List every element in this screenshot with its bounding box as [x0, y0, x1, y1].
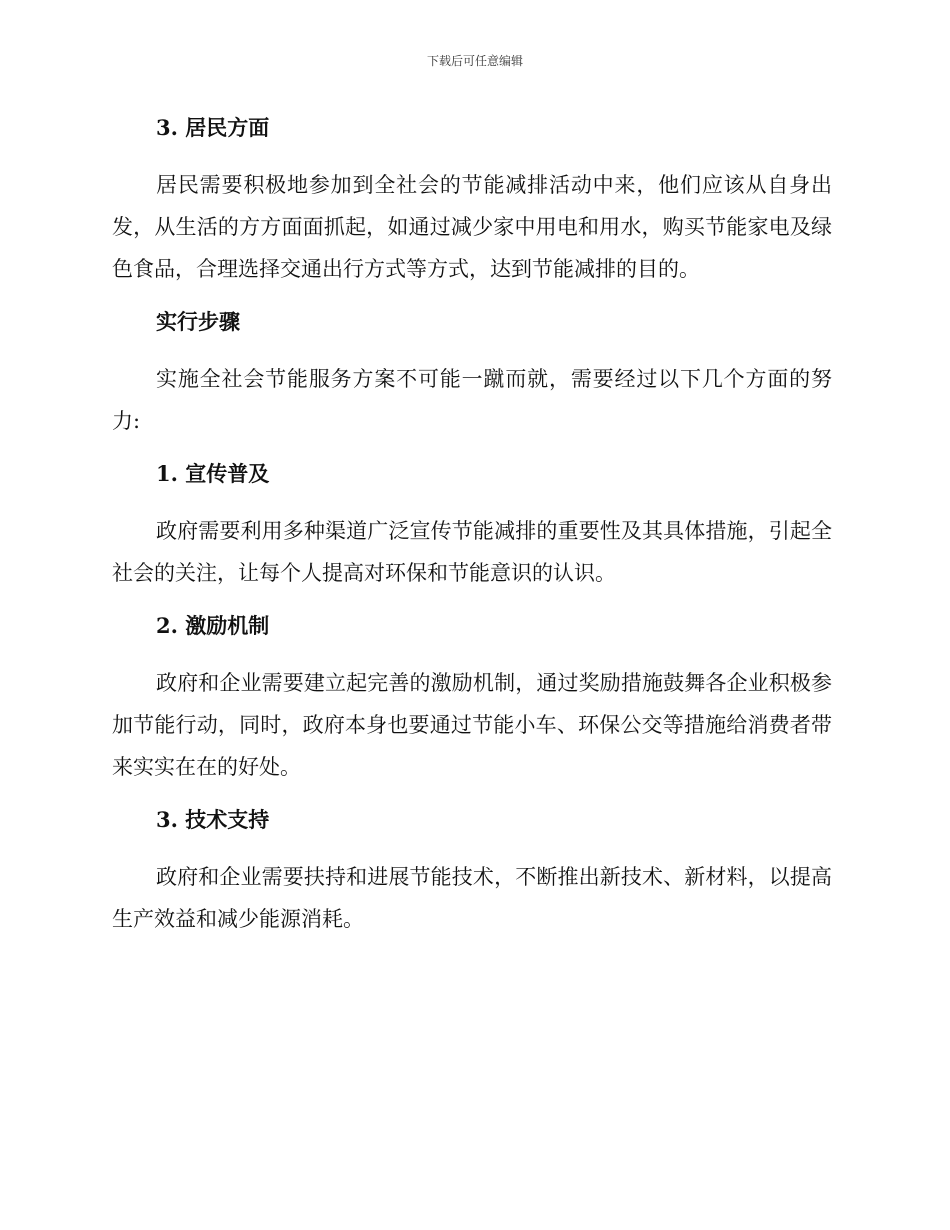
section-heading-residents: 3. 居民方面 [156, 115, 270, 140]
paragraph-publicity: 政府需要利用多种渠道广泛宣传节能减排的重要性及其具体措施，引起全社会的关注，让每个人提高对环保和节能意识的认识。 [112, 519, 832, 585]
section-heading-incentives: 2. 激励机制 [156, 613, 270, 638]
section-heading-publicity: 1. 宣传普及 [156, 461, 270, 486]
document-body [112, 108, 832, 952]
paragraph-incentives: 政府和企业需要建立起完善的激励机制，通过奖励措施鼓舞各企业积极参加节能行动，同时，政府本身也要通过节能小车、环保公交等措施给消费者带来实实在在的好处。 [112, 671, 832, 779]
paragraph-residents: 居民需要积极地参加到全社会的节能减排活动中来，他们应该从自身出发，从生活的方方面面抓起，如通过减少家中用电和用水，购买节能家电及绿色食品，合理选择交通出行方式等方式，达到节能减排的目的。 [112, 173, 832, 281]
section-heading-implementation-steps: 实行步骤 [156, 309, 240, 334]
section-heading-technical-support: 3. 技术支持 [156, 807, 270, 832]
paragraph-implementation-intro: 实施全社会节能服务方案不可能一蹴而就，需要经过以下几个方面的努力: [112, 367, 832, 433]
paragraph-technical-support: 政府和企业需要扶持和进展节能技术，不断推出新技术、新材料，以提高生产效益和减少能源消耗。 [112, 865, 832, 931]
page-header: 下载后可任意编辑 [426, 54, 523, 68]
